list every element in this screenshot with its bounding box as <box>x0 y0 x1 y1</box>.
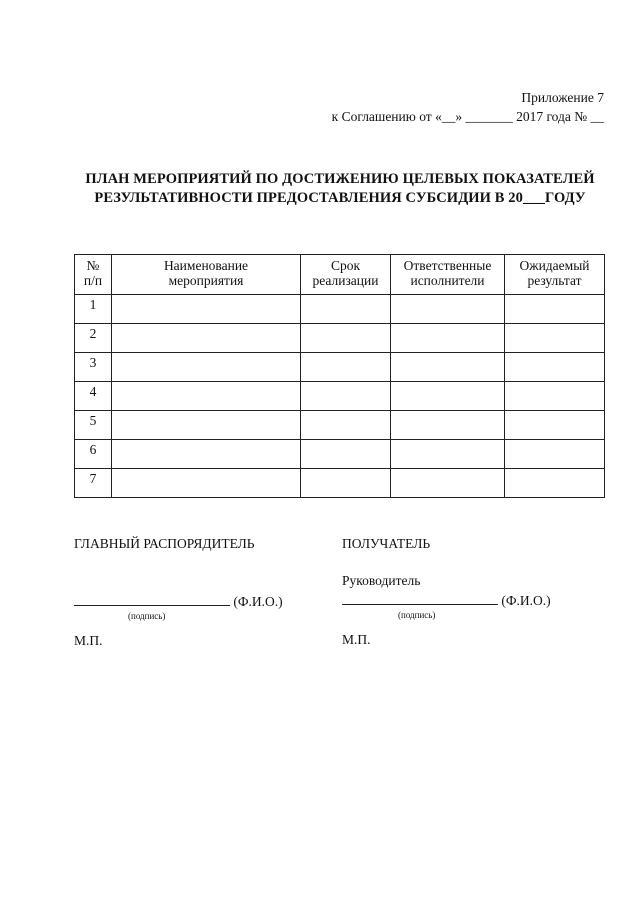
row-number: 4 <box>75 382 112 411</box>
cell-expected-result[interactable] <box>505 353 605 382</box>
cell-deadline[interactable] <box>301 440 391 469</box>
cell-expected-result[interactable] <box>505 469 605 498</box>
cell-responsible[interactable] <box>391 440 505 469</box>
chief-manager-signature-line[interactable] <box>74 592 230 606</box>
recipient-signature-line[interactable] <box>342 591 498 605</box>
cell-deadline[interactable] <box>301 411 391 440</box>
annex-header <box>332 88 604 126</box>
plan-table <box>74 254 605 498</box>
cell-responsible[interactable] <box>391 353 505 382</box>
table-row <box>75 411 605 440</box>
row-number: 1 <box>75 295 112 324</box>
recipient-signature-hint: (подпись) <box>398 610 436 620</box>
table-row <box>75 353 605 382</box>
header-event-name: Наименование мероприятия <box>112 255 301 295</box>
signature-block-chief-manager <box>74 536 283 649</box>
header-number: № п/п <box>75 255 112 295</box>
signature-block-recipient <box>342 536 551 648</box>
title-line-1: ПЛАН МЕРОПРИЯТИЙ ПО ДОСТИЖЕНИЮ ЦЕЛЕВЫХ ПОКАЗАТЕЛЕЙ <box>85 171 595 187</box>
cell-expected-result[interactable] <box>505 382 605 411</box>
document-title <box>60 170 620 208</box>
table-row <box>75 440 605 469</box>
row-number: 5 <box>75 411 112 440</box>
chief-manager-stamp-label: М.П. <box>74 633 103 648</box>
cell-responsible[interactable] <box>391 324 505 353</box>
cell-expected-result[interactable] <box>505 411 605 440</box>
cell-expected-result[interactable] <box>505 440 605 469</box>
annex-number: Приложение 7 <box>521 90 604 105</box>
row-number: 7 <box>75 469 112 498</box>
cell-deadline[interactable] <box>301 295 391 324</box>
recipient-fio-label: (Ф.И.О.) <box>501 593 551 608</box>
row-number: 6 <box>75 440 112 469</box>
cell-deadline[interactable] <box>301 469 391 498</box>
cell-expected-result[interactable] <box>505 295 605 324</box>
chief-manager-role: ГЛАВНЫЙ РАСПОРЯДИТЕЛЬ <box>74 536 255 551</box>
recipient-role: ПОЛУЧАТЕЛЬ <box>342 536 431 551</box>
cell-deadline[interactable] <box>301 382 391 411</box>
cell-event-name[interactable] <box>112 295 301 324</box>
title-line-2: РЕЗУЛЬТАТИВНОСТИ ПРЕДОСТАВЛЕНИЯ СУБСИДИИ В 20___ГОДУ <box>94 190 586 206</box>
header-expected-result: Ожидаемый результат <box>505 255 605 295</box>
cell-expected-result[interactable] <box>505 324 605 353</box>
table-row <box>75 469 605 498</box>
cell-deadline[interactable] <box>301 353 391 382</box>
cell-event-name[interactable] <box>112 353 301 382</box>
header-responsible: Ответственные исполнители <box>391 255 505 295</box>
cell-responsible[interactable] <box>391 469 505 498</box>
cell-event-name[interactable] <box>112 382 301 411</box>
table-row <box>75 324 605 353</box>
cell-responsible[interactable] <box>391 382 505 411</box>
table-row <box>75 295 605 324</box>
header-deadline: Срок реализации <box>301 255 391 295</box>
table-header-row <box>75 255 605 295</box>
cell-deadline[interactable] <box>301 324 391 353</box>
cell-event-name[interactable] <box>112 324 301 353</box>
cell-responsible[interactable] <box>391 295 505 324</box>
cell-responsible[interactable] <box>391 411 505 440</box>
recipient-position: Руководитель <box>342 573 421 588</box>
table-row <box>75 382 605 411</box>
chief-manager-signature-hint: (подпись) <box>128 611 166 621</box>
chief-manager-fio-label: (Ф.И.О.) <box>233 594 283 609</box>
row-number: 3 <box>75 353 112 382</box>
cell-event-name[interactable] <box>112 469 301 498</box>
row-number: 2 <box>75 324 112 353</box>
cell-event-name[interactable] <box>112 411 301 440</box>
cell-event-name[interactable] <box>112 440 301 469</box>
annex-agreement-reference: к Соглашению от «__» _______ 2017 года № __ <box>331 109 604 124</box>
recipient-stamp-label: М.П. <box>342 632 371 647</box>
